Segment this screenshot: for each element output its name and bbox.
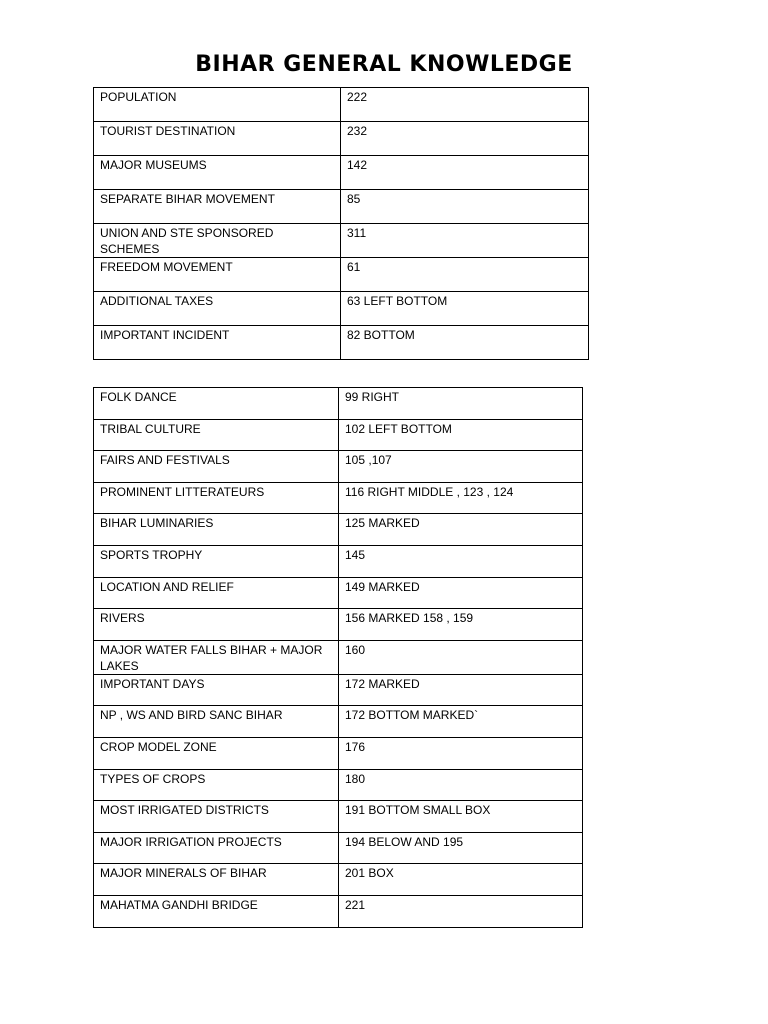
topic-cell: PROMINENT LITTERATEURS: [94, 482, 339, 514]
table-row: [94, 190, 589, 224]
table-row: [94, 122, 589, 156]
table-row: [94, 609, 583, 641]
page-cell: 232: [341, 122, 589, 156]
page-cell: 142: [341, 156, 589, 190]
page-cell: 116 RIGHT MIDDLE , 123 , 124: [339, 482, 583, 514]
page-cell: 145: [339, 545, 583, 577]
page-cell: 222: [341, 88, 589, 122]
table-2-body: [94, 388, 583, 928]
topic-cell: RIVERS: [94, 609, 339, 641]
table-row: [94, 156, 589, 190]
table-row: [94, 545, 583, 577]
page-cell: 149 MARKED: [339, 577, 583, 609]
table-row: [94, 832, 583, 864]
topic-cell: FOLK DANCE: [94, 388, 339, 420]
page-cell: 82 BOTTOM: [341, 326, 589, 360]
topic-cell: IMPORTANT INCIDENT: [94, 326, 341, 360]
table-row: [94, 326, 589, 360]
table-row: [94, 292, 589, 326]
topic-cell: FAIRS AND FESTIVALS: [94, 451, 339, 483]
table-row: [94, 737, 583, 769]
topic-cell: MAJOR MINERALS OF BIHAR: [94, 864, 339, 896]
page-cell: 172 BOTTOM MARKED`: [339, 706, 583, 738]
page-cell: 125 MARKED: [339, 514, 583, 546]
topic-cell: POPULATION: [94, 88, 341, 122]
table-row: [94, 224, 589, 258]
reference-table-2: [93, 387, 583, 928]
table-row: [94, 577, 583, 609]
topic-cell: NP , WS AND BIRD SANC BIHAR: [94, 706, 339, 738]
page-cell: 176: [339, 737, 583, 769]
table-row: [94, 451, 583, 483]
topic-cell: IMPORTANT DAYS: [94, 674, 339, 706]
topic-cell: SEPARATE BIHAR MOVEMENT: [94, 190, 341, 224]
topic-cell: ADDITIONAL TAXES: [94, 292, 341, 326]
page-cell: 194 BELOW AND 195: [339, 832, 583, 864]
topic-cell: CROP MODEL ZONE: [94, 737, 339, 769]
table-row: [94, 769, 583, 801]
topic-cell: MAJOR WATER FALLS BIHAR + MAJOR LAKES: [94, 640, 339, 674]
topic-cell: MAJOR MUSEUMS: [94, 156, 341, 190]
topic-cell: TRIBAL CULTURE: [94, 419, 339, 451]
page-cell: 61: [341, 258, 589, 292]
topic-cell: TYPES OF CROPS: [94, 769, 339, 801]
topic-cell: MOST IRRIGATED DISTRICTS: [94, 801, 339, 833]
topic-cell: SPORTS TROPHY: [94, 545, 339, 577]
page-cell: 99 RIGHT: [339, 388, 583, 420]
table-row: [94, 88, 589, 122]
page-cell: 102 LEFT BOTTOM: [339, 419, 583, 451]
reference-table-1: [93, 87, 589, 360]
page-cell: 221: [339, 895, 583, 927]
table-row: [94, 419, 583, 451]
document-title: BIHAR GENERAL KNOWLEDGE: [195, 52, 573, 77]
page-cell: 191 BOTTOM SMALL BOX: [339, 801, 583, 833]
topic-cell: MAJOR IRRIGATION PROJECTS: [94, 832, 339, 864]
table-row: [94, 482, 583, 514]
table-row: [94, 388, 583, 420]
table-row: [94, 674, 583, 706]
page-cell: 156 MARKED 158 , 159: [339, 609, 583, 641]
table-row: [94, 514, 583, 546]
page-cell: 63 LEFT BOTTOM: [341, 292, 589, 326]
topic-cell: BIHAR LUMINARIES: [94, 514, 339, 546]
table-row: [94, 864, 583, 896]
topic-cell: MAHATMA GANDHI BRIDGE: [94, 895, 339, 927]
table-row: [94, 706, 583, 738]
page-cell: 85: [341, 190, 589, 224]
topic-cell: LOCATION AND RELIEF: [94, 577, 339, 609]
page-cell: 180: [339, 769, 583, 801]
page-cell: 105 ,107: [339, 451, 583, 483]
topic-cell: UNION AND STE SPONSORED SCHEMES: [94, 224, 341, 258]
table-row: [94, 258, 589, 292]
page-cell: 201 BOX: [339, 864, 583, 896]
table-row: [94, 640, 583, 674]
page-cell: 160: [339, 640, 583, 674]
topic-cell: TOURIST DESTINATION: [94, 122, 341, 156]
table-1-body: [94, 88, 589, 360]
topic-cell: FREEDOM MOVEMENT: [94, 258, 341, 292]
page-cell: 311: [341, 224, 589, 258]
page-cell: 172 MARKED: [339, 674, 583, 706]
table-row: [94, 801, 583, 833]
table-row: [94, 895, 583, 927]
